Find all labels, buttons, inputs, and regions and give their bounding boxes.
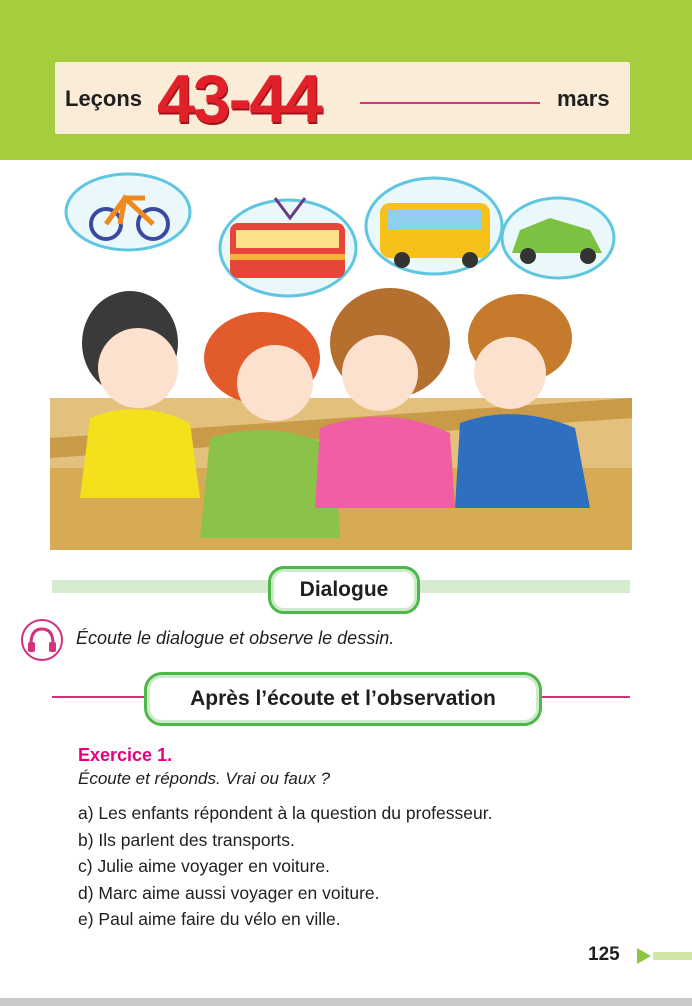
classroom-illustration [50,168,632,550]
page-arrow-icon [637,946,692,966]
date-line [360,102,540,104]
exercise-instruction: Écoute et réponds. Vrai ou faux ? [78,769,331,788]
list-item: b) Ils parlent des transports. [78,829,295,850]
exercise-list [78,800,492,933]
car-bubble [502,198,614,278]
list-item: e) Paul aime faire du vélo en ville. [78,909,341,929]
dialogue-instruction: Écoute le dialogue et observe le dessin. [76,628,395,648]
tram-bubble [220,198,356,296]
lesson-numbers: 43-44 [157,61,321,137]
month-label: mars [557,86,610,111]
lesson-title-box [55,61,630,137]
bus-bubble [366,178,502,274]
page-number: 125 [588,944,620,965]
dialogue-heading: Dialogue [268,566,420,614]
list-item: d) Marc aime aussi voyager en voiture. [78,882,380,903]
girl-left [80,291,200,498]
bicycle-bubble [66,174,190,250]
headphones-icon[interactable] [20,618,64,662]
divider-left [52,696,144,698]
list-item: a) Les enfants répondent à la question du professeur. [78,803,493,823]
bottom-bar [0,998,692,1006]
exercise-title: Exercice 1. [78,745,173,765]
divider-right [536,696,630,698]
lessons-label: Leçons [65,86,143,111]
after-heading: Après l’écoute et l’observation [144,672,542,726]
list-item: c) Julie aime voyager en voiture. [78,856,330,876]
